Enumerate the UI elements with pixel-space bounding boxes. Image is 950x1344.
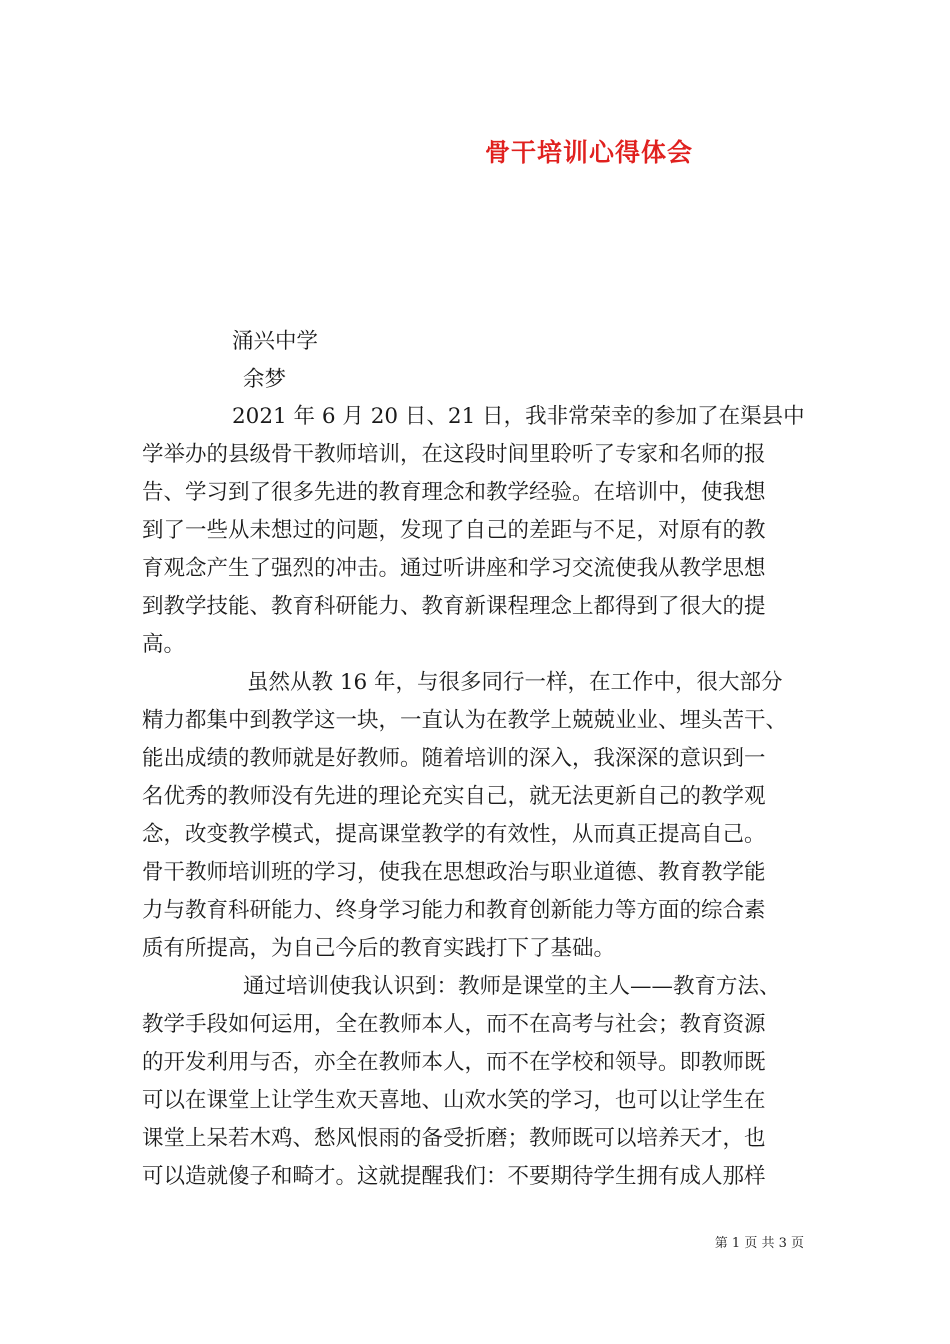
body-line: 育观念产生了强烈的冲击。通过听讲座和学习交流使我从教学思想 [142, 556, 766, 581]
body-line: 告、学习到了很多先进的教育理念和教学经验。在培训中，使我想 [142, 480, 766, 505]
body-line: 高。 [142, 632, 186, 657]
body-line: 可以在课堂上让学生欢天喜地、山欢水笑的学习，也可以让学生在 [142, 1088, 766, 1113]
school-name: 涌兴中学 [232, 329, 319, 354]
body-line: 学举办的县级骨干教师培训，在这段时间里聆听了专家和名师的报 [142, 442, 766, 467]
author-name: 余梦 [243, 367, 287, 392]
body-line: 名优秀的教师没有先进的理论充实自己，就无法更新自己的教学观 [142, 784, 766, 809]
body-line: 精力都集中到教学这一块，一直认为在教学上兢兢业业、埋头苦干、 [142, 708, 788, 733]
body-line: 教学手段如何运用，全在教师本人，而不在高考与社会；教育资源 [142, 1012, 766, 1037]
body-line: 念，改变教学模式，提高课堂教学的有效性，从而真正提高自己。 [142, 822, 766, 847]
body-line: 力与教育科研能力、终身学习能力和教育创新能力等方面的综合素 [142, 898, 766, 923]
body-line: 课堂上呆若木鸡、愁风恨雨的备受折磨；教师既可以培养天才，也 [142, 1126, 766, 1151]
body-line: 质有所提高，为自己今后的教育实践打下了基础。 [142, 936, 616, 961]
document-title: 骨干培训心得体会 [484, 138, 693, 167]
body-line: 通过培训使我认识到：教师是课堂的主人——教育方法、 [243, 974, 781, 999]
body-line: 2021 年 6 月 20 日、21 日，我非常荣幸的参加了在渠县中 [232, 404, 805, 429]
body-line: 能出成绩的教师就是好教师。随着培训的深入，我深深的意识到一 [142, 746, 766, 771]
body-line: 到教学技能、教育科研能力、教育新课程理念上都得到了很大的提 [142, 594, 766, 619]
page-number: 第 1 页 共 3 页 [714, 1236, 804, 1251]
body-line: 的开发利用与否，亦全在教师本人，而不在学校和领导。即教师既 [142, 1050, 766, 1075]
body-line: 骨干教师培训班的学习，使我在思想政治与职业道德、教育教学能 [142, 860, 766, 885]
body-line: 到了一些从未想过的问题，发现了自己的差距与不足，对原有的教 [142, 518, 766, 543]
body-line: 可以造就傻子和畸才。这就提醒我们：不要期待学生拥有成人那样 [142, 1164, 766, 1189]
body-line: 虽然从教 16 年，与很多同行一样，在工作中，很大部分 [247, 670, 783, 695]
